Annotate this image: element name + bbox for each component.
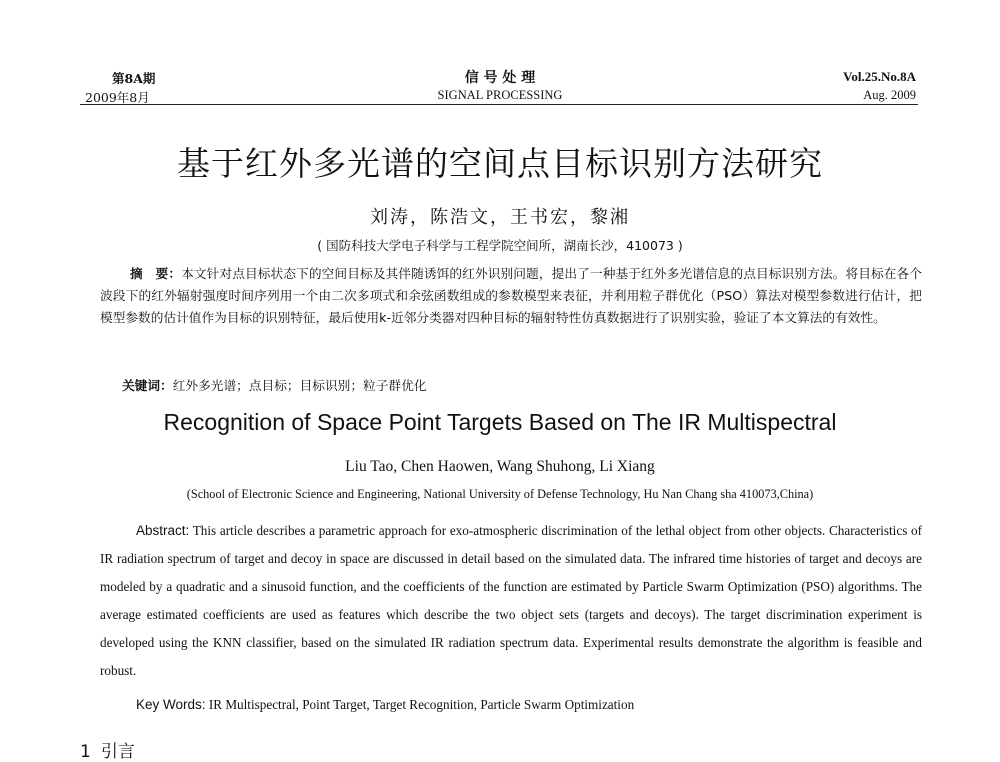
affiliation-en: (School of Electronic Science and Engineering, National University of Defense Technology, Hu Nan Chang sha 410073,China) <box>186 487 814 501</box>
abstract-en-text: This article describes a parametric approach for exo-atmospheric discrimination of the lethal object from other objects. Characteristics of IR radiation spectrum of target and decoy in space are discussed in detail based on the simulated data. The infrared time histories of target and decoys are modeled by a quadratic and a sinusoid function, and the coefficients of the function are estimated by Particle Swarm Optimization (PSO) algorithms. The average estimated coefficients are used as features which describe the two object sets (targets and decoys). The target discrimination experiment is developed using the KNN classifier, based on the simulated IR radiation spectrum data. Experimental results demonstrate the algorithm is feasible and robust. <box>100 523 922 678</box>
header-date-en: Aug. 2009 <box>863 88 916 102</box>
abstract-cn-text: 本文针对点目标状态下的空间目标及其伴随诱饵的红外识别问题，提出了一种基于红外多光谱信息的点目标识别方法。将目标在各个波段下的红外辐射强度时间序列用一个由二次多项式和余弦函数组成的参数模型来表征，并利用粒子群优化（PSO）算法对模型参数进行估计，把模型参数的估计值作为目标的识别特征，最后使用k-近邻分类器对四种目标的辐射特性仿真数据进行了识别实验，验证了本文算法的有效性。 <box>100 266 923 325</box>
header-journal-en: SIGNAL PROCESSING <box>437 88 563 102</box>
authors-cn: 刘涛，陈浩文，王书宏，黎湘 <box>370 207 630 228</box>
keywords-en-text: IR Multispectral, Point Target, Target Recognition, Particle Swarm Optimization <box>205 697 635 712</box>
header-journal-cn: 信 号 处 理 <box>464 70 536 86</box>
keywords-en-label: Key Words: <box>136 697 206 712</box>
abstract-en-label: Abstract: <box>136 523 190 538</box>
abstract-cn-label: 摘 要： <box>130 266 182 281</box>
header-issue-cn: 第8A期 <box>112 71 156 86</box>
abstract-en <box>100 517 922 685</box>
affiliation-cn: ( 国防科技大学电子科学与工程学院空间所，湖南长沙，410073 ) <box>317 238 683 253</box>
header-volume: Vol.25.No.8A <box>843 69 916 84</box>
keywords-en <box>136 697 634 713</box>
section-title: 引言 <box>100 742 135 762</box>
paper-title-cn: 基于红外多光谱的空间点目标识别方法研究 <box>177 144 823 183</box>
authors-en: Liu Tao, Chen Haowen, Wang Shuhong, Li Xiang <box>345 458 655 475</box>
keywords-cn-label: 关键词： <box>122 378 173 393</box>
abstract-cn <box>100 263 922 329</box>
keywords-cn-text: 红外多光谱；点目标；目标识别；粒子群优化 <box>172 378 427 393</box>
keywords-cn <box>122 375 427 394</box>
header-date-cn: 2009年8月 <box>85 90 150 105</box>
section-number: 1 <box>80 742 91 762</box>
paper-title-en: Recognition of Space Point Targets Based on The IR Multispectral <box>163 409 837 435</box>
header-rule <box>80 104 918 105</box>
section-heading-introduction <box>80 737 145 762</box>
